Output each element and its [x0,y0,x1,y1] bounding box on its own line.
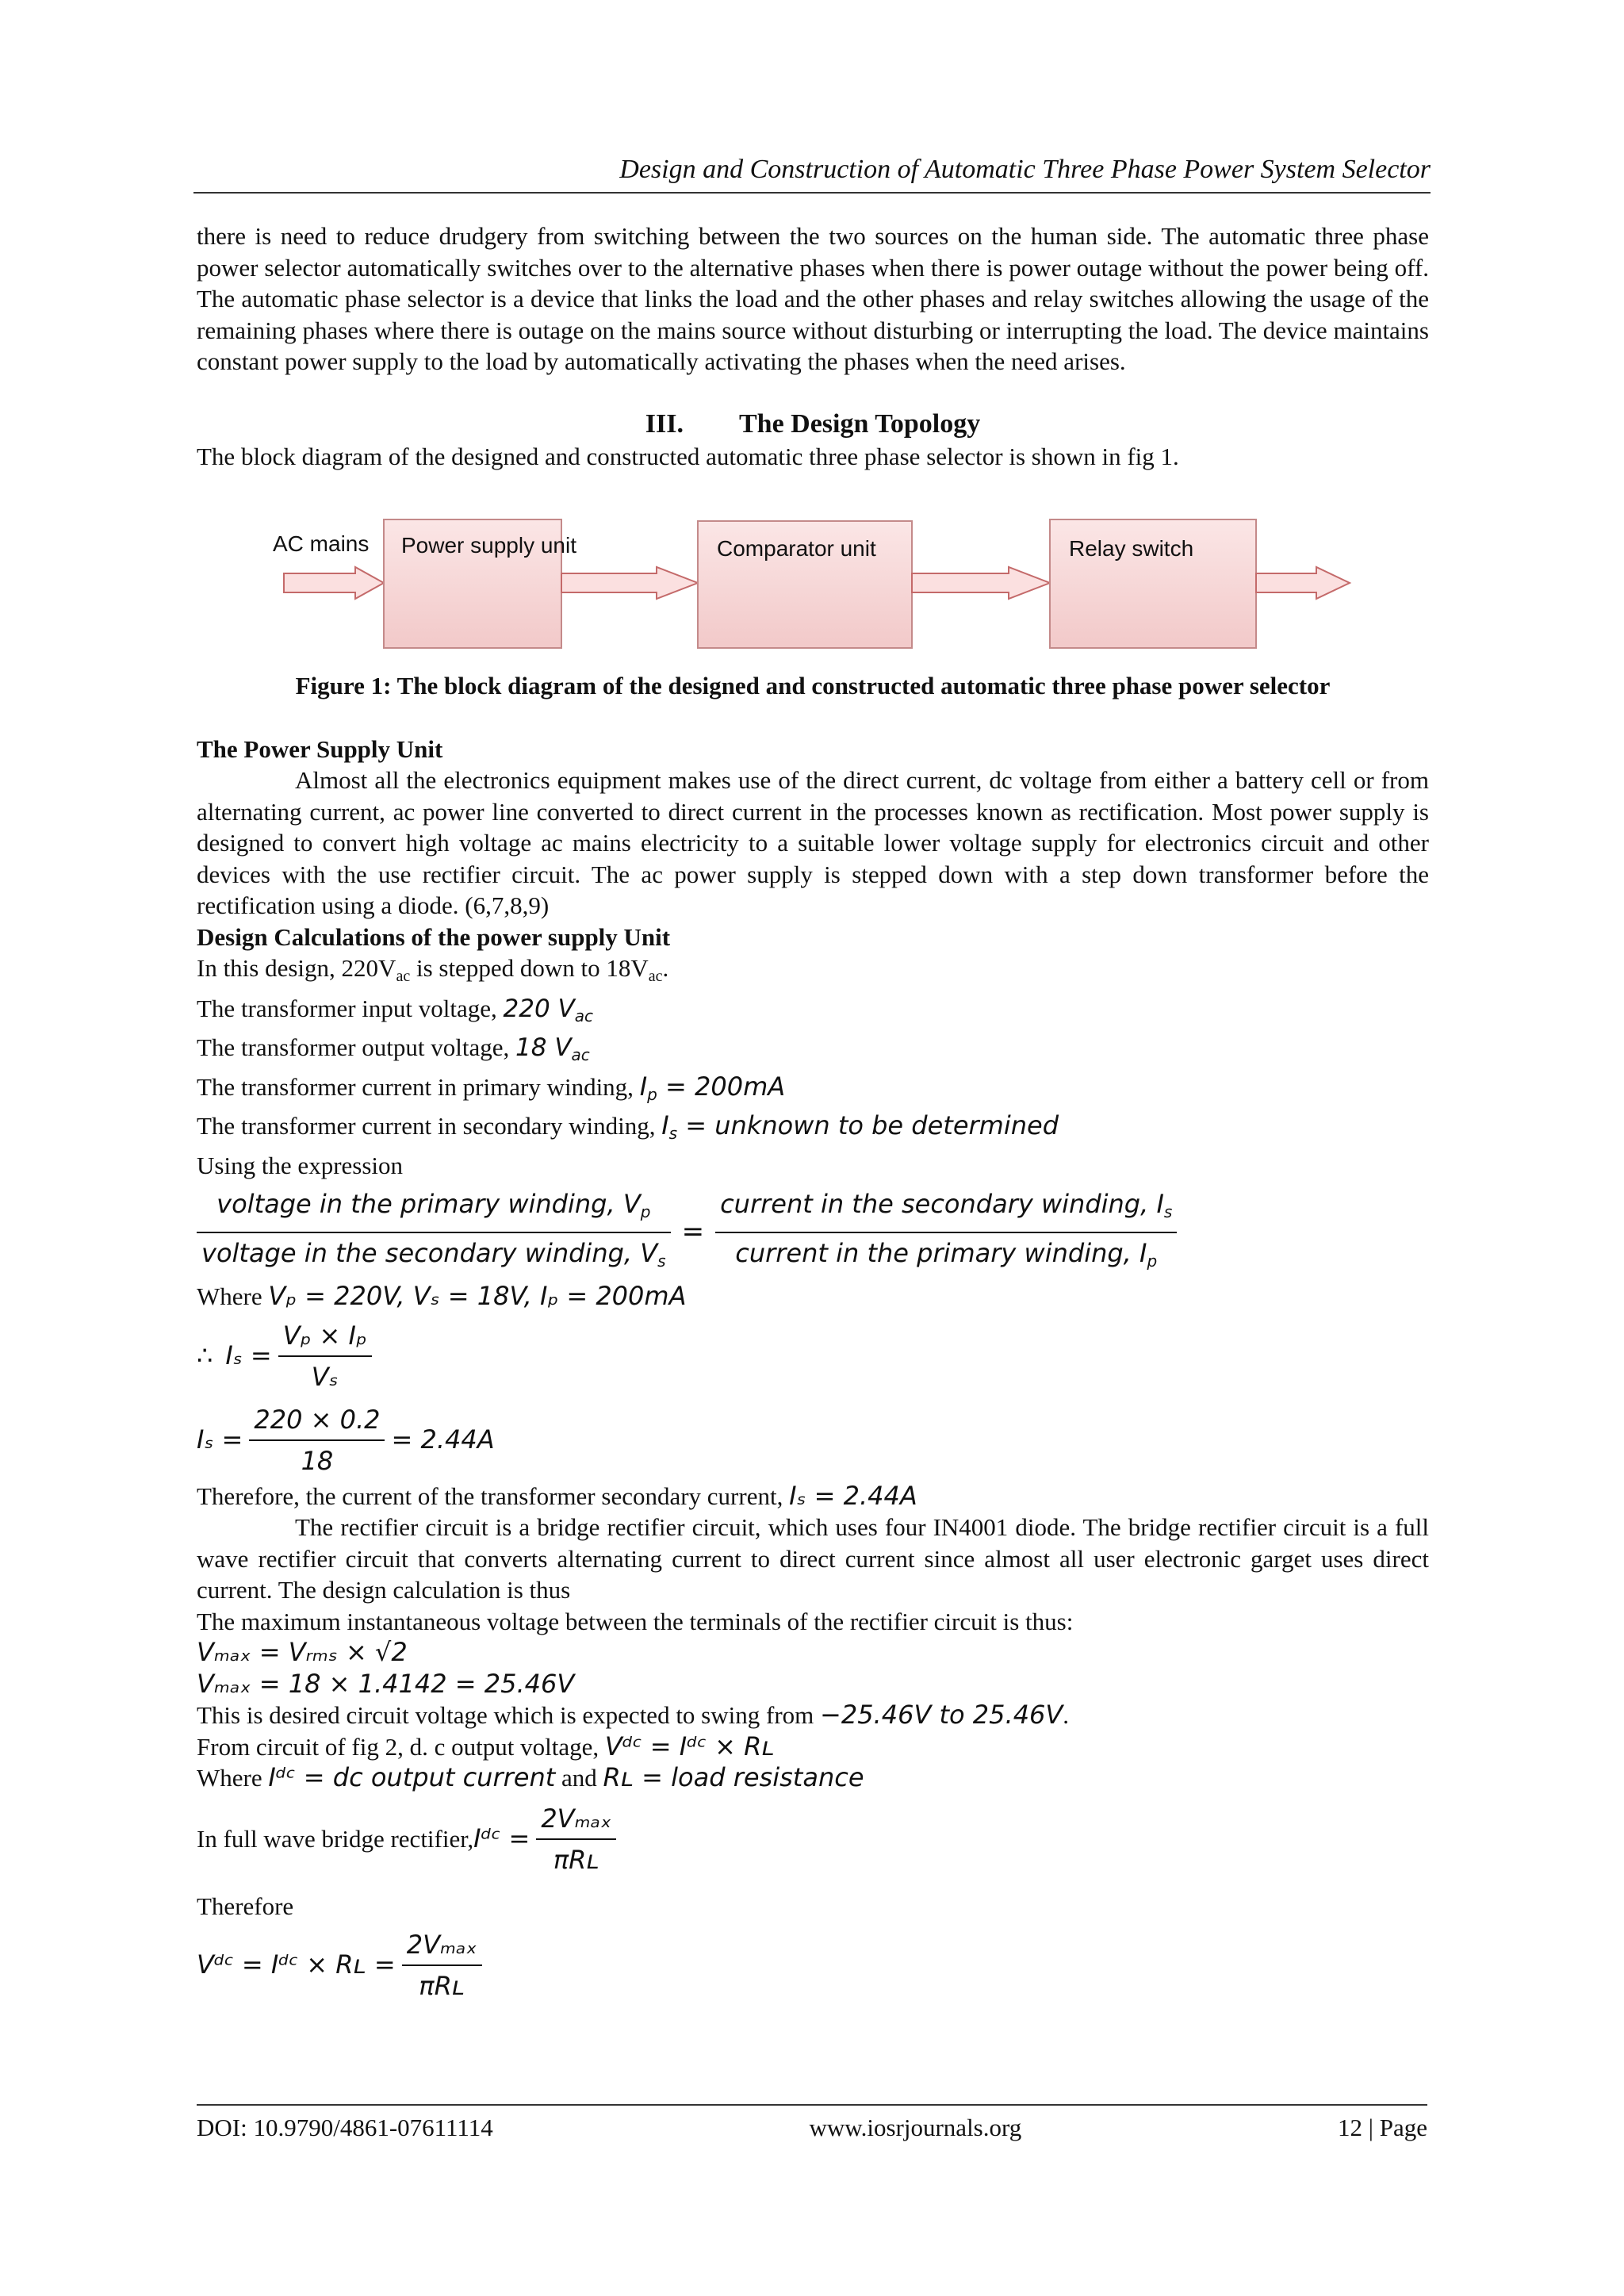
output-voltage-value: 18 $V_{ac}$ [515,1033,590,1064]
is-numeric: Iₛ = $\frac{220 \times 0.2}{18}$ = 2.44A [197,1400,1429,1481]
output-voltage-line: The transformer output voltage, 18 $V_{ac}$ [197,1033,590,1064]
power-supply-paragraph: Almost all the electronics equipment makes use of the direct current, dc voltage from either a battery cell or from alternating current, ac power line converted to direct current in the processes known as rectification. Most power supply is designed to convert high voltage ac mains electricity to a suitable lower voltage supply for electronics circuit and other devices with the use rectifier circuit. The ac power supply is stepped down with a step down transformer before the rectification using a diode. (6,7,8,9) [197,766,1429,919]
power-supply-heading: The Power Supply Unit [197,734,443,763]
secondary-current-value: $I_s$ = unknown to be determined [661,1110,1059,1143]
vmax-numeric: Vₘₐₓ = 18 × 1.4142 = 25.46V [197,1668,575,1699]
rectifier-paragraph: The rectifier circuit is a bridge rectifier circuit, which uses four IN4001 diode. The bridge rectifier circuit is a full wave rectifier circuit that converts alternating current to direct current since almost all user electronic garget uses direct current. The design calculation is thus [197,1513,1429,1604]
arrow-1 [561,567,698,599]
using-expression-line: Using the expression [197,1151,404,1179]
figure-1 [197,504,1429,662]
max-voltage-line: The maximum instantaneous voltage between the terminals of the rectifier circuit is thus: [197,1607,1074,1635]
block-diagram [197,504,1429,662]
footer-doi: DOI: 10.9790/4861-07611114 [197,2114,493,2141]
stepdown-line: In this design, $220V_{ac}$ is stepped down to $18V_{ac}$. [197,954,669,985]
calc-heading: Design Calculations of the power supply Unit [197,922,671,951]
full-wave-line: In full wave bridge rectifier, Iᵈᶜ = $\frac{\text{2Vₘₐₓ}}{\text{πRʟ}}$ [197,1799,1429,1880]
footer-website[interactable]: www.iosrjournals.org [809,2114,1022,2141]
section-intro: The block diagram of the designed and constructed automatic three phase selector is shown in fig 1. [197,442,1179,470]
ratio-rhs: $\frac{current in the secondary winding, I_s}{current in the primary winding, I_p}$ [715,1184,1177,1281]
where-values-line: Where Vₚ = 220V, Vₛ = 18V, Iₚ = 200mA [197,1281,687,1311]
arrow-2 [912,567,1050,599]
running-header [193,152,1431,194]
secondary-current-line: The transformer current in secondary winding, $I_s$ = unknown to be determined [197,1110,1059,1143]
block-label-1: Power supply unit [401,533,577,558]
input-voltage-value: 220 $V_{ac}$ [503,994,594,1025]
ratio-lhs: $\frac{voltage in the primary winding, V_p}{voltage in the secondary winding, V_s}$ [197,1184,671,1281]
section-title: The Design Topology [738,408,981,439]
input-arrow [284,567,384,599]
figure-caption: Figure 1: The block diagram of the designed and constructed automatic three phase power selector [295,672,1331,700]
primary-current-value: $I_p = 200mA$ [639,1071,786,1104]
intro-paragraph: there is need to reduce drudgery from switching between the two sources on the human side. The automatic three phase power selector automatically switches over to the alternative phases when there is power outage without the power being off. The automatic phase selector is a device that links the load and the other phases and relay switches allowing the usage of the remaining phases where there is outage on the mains source without disturbing or interrupting the load. The device maintains constant power supply to the load by automatically activating the phases when the need arises. [197,222,1429,375]
block-label-2: Comparator unit [717,536,876,561]
therefore-secondary-line: Therefore, the current of the transformer secondary current, Iₛ = 2.44A [197,1480,917,1511]
dc-output-line: From circuit of fig 2, d. c output voltage, Vᵈᶜ = Iᵈᶜ × Rʟ [197,1731,775,1761]
input-voltage-line: The transformer input voltage, 220 $V_{ac}$ [197,994,594,1025]
vmax-formula: Vₘₐₓ = Vᵣₘₛ × √2 [197,1637,408,1667]
primary-current-line: The transformer current in primary winding, $I_p = 200mA$ [197,1071,786,1104]
is-formula: ∴ Iₛ = $\frac{\text{Vₚ × Iₚ}}{\text{Vₛ}}$ [197,1316,1429,1397]
input-label: AC mains [273,531,370,556]
transformer-ratio-equation: $\frac{voltage in the primary winding, V_p}{voltage in the secondary winding, V_s}$ = $\frac{current in the secondary winding, I_s}{current in the primary winding, I_p}$ [197,1184,1429,1281]
header-title: Design and Construction of Automatic Three Phase Power System Selector [619,155,1431,184]
where-dc-line: Where Iᵈᶜ = dc output current and Rʟ = load resistance [197,1762,864,1792]
block-label-3: Relay switch [1069,536,1194,561]
output-arrow [1256,567,1350,599]
page-footer [197,2104,1427,2144]
footer-page-number: 12 | Page [1338,2114,1427,2141]
swing-line: This is desired circuit voltage which is expected to swing from −25.46V to 25.46V. [197,1700,1070,1730]
section-number: III. [645,408,684,439]
main-content [197,220,1429,2006]
therefore-label: Therefore [197,1892,294,1920]
final-formula: Vᵈᶜ = Iᵈᶜ × Rʟ = $\frac{\text{2Vₘₐₓ}}{\text{πRʟ}}$ [197,1925,1429,2006]
section-heading [197,408,1429,441]
